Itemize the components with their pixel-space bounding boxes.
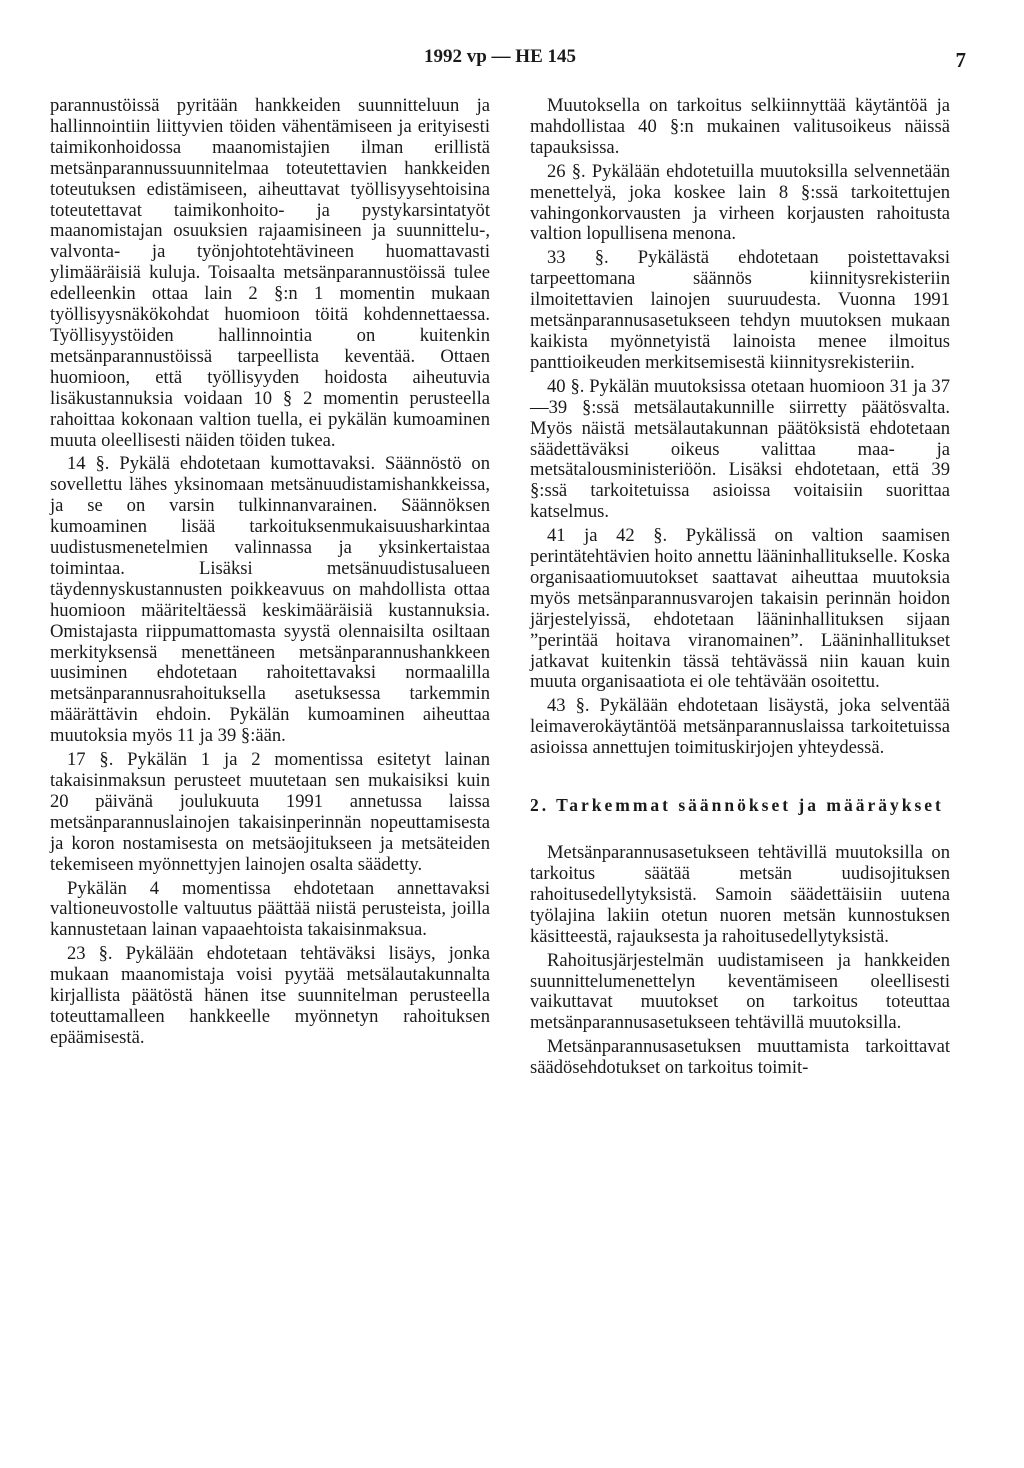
paragraph: 23 §. Pykälään ehdotetaan tehtäväksi lisäys, jonka mukaan maanomistaja voisi pyytää metsälautakunnalta kirjallista päätöstä hänen itse suunnitelman perusteella toteuttamalleen hankkeelle myönnetyn rahoituksen epäämisestä. [50,943,490,1048]
paragraph: 43 §. Pykälään ehdotetaan lisäystä, joka selventää leimaverokäytäntöä metsänparannuslaissa tarkoitetuissa asioissa annettujen toimituskirjojen yhteydessä. [530,695,950,759]
paragraph: 41 ja 42 §. Pykälissä on valtion saamisen perintätehtävien hoito annettu lääninhallitukselle. Koska organisaatiomuutokset saattavat aiheuttaa muutoksia myös metsänparannusvarojen takaisin perinnän hoidon järjestelyissä, ehdotetaan lääninhallituksen sijaan ”perintää hoitava viranomainen”. Lääninhallitukset jatkavat kuitenkin tässä tehtävässä niin kauan kuin muuta organisaatiota ei ole tehtävään osoitettu. [530,525,950,693]
paragraph: 14 §. Pykälä ehdotetaan kumottavaksi. Säännöstö on sovellettu lähes yksinomaan metsänuudistamishankkeissa, ja se on varsin tulkinnanvarainen. Säännöksen kumoaminen lisää tarkoituksenmukaisuusharkintaa uudistusmenetelmien valinnassa ja yksinkertaistaa toimintaa. Lisäksi metsänuudistusalueen täydennyskustannusten poikkeavuus on mahdollista ottaa huomioon määriteltäessä keskimääräisiä kustannuksia. Omistajasta riippumattomasta syystä olennaisilta osiltaan merkityksensä menettäneen metsänparannushankkeen uusiminen ehdotetaan rahoitettavaksi normaalilla metsänparannusrahoituksella asetuksessa tarkemmin määrättävin ehdoin. Pykälän kumoaminen aiheuttaa muutoksia myös 11 ja 39 §:ään. [50,453,490,747]
section-heading: 2. Tarkemmat säännökset ja määräykset [530,795,944,816]
paragraph: Rahoitusjärjestelmän uudistamiseen ja hankkeiden suunnittelumenettelyn keventämiseen oleellisesti vaikuttavat muutokset on tarkoitus toteuttaa metsänparannusasetukseen tehtävillä muutoksilla. [530,949,950,1034]
paragraph: parannustöissä pyritään hankkeiden suunnitteluun ja hallinnointiin liittyvien töiden vähentämiseen ja erityisesti taimikonhoidossa maanomistajien ilman erillistä metsänparannussuunnitelmaa toteutettavien hankkeiden toteutuksen edistämiseen, aiheuttavat työllisyysehtoisina toteutettavat taimikonhoito- ja pystykarsintatyöt maanomistajan osuuksien rajaamisineen ja suunnittelu-, valvonta- ja työnjohtotehtävineen huomattavasti ylimääräisiä kuluja. Toisaalta metsänparannustöissä tulee edelleenkin ottaa lain 2 §:n 1 momentin mukaan työllisyysnäkökohdat huomioon töitä kohdennettaessa. Työllisyystöiden hallinnointia on kuitenkin metsänparannustöissä tarpeellista keventää. Ottaen huomioon, että työllisyyden hoidosta aiheutuvia lisäkustannuksia voidaan 10 § 2 momentin perusteella rahoittaa kokonaan valtion tuella, ei pykälän kumoaminen muuta oleellisesti näiden töiden tukea. [50,95,490,451]
page-header [0,46,1024,76]
right-column [530,96,950,1082]
paragraph: 26 §. Pykälään ehdotetuilla muutoksilla selvennetään menettelyä, joka koskee lain 8 §:ssä tarkoitettujen vahingonkorvausten ja virheen korjausten rahoitusta valtion lopullisena menona. [530,160,950,245]
paragraph: 40 §. Pykälän muutoksissa otetaan huomioon 31 ja 37—39 §:ssä metsälautakunnille siirretty päätösvalta. Myös näistä metsälautakunnan päätöksistä ehdotetaan säädettäväksi oikeus valittaa maa- ja metsätalousministeriöön. Lisäksi ehdotetaan, että 39 §:ssä tarkoitetuissa asioissa voitaisiin suorittaa katselmus. [530,375,950,523]
page-number: 7 [955,48,966,72]
paragraph: 33 §. Pykälästä ehdotetaan poistettavaksi tarpeettomana säännös kiinnitysrekisteriin ilmoitettavien lainojen suuruudesta. Vuonna 1991 metsänparannusasetukseen tehdyn muutoksen mukaan kaikista myönnetyistä lainoista menee ilmoitus panttioikeuden merkitsemisestä kiinnitysrekisteriin. [530,247,950,373]
paragraph: Metsänparannusasetuksen muuttamista tarkoittavat säädösehdotukset on tarkoitus toimit- [530,1036,950,1079]
paragraph: Muutoksella on tarkoitus selkiinnyttää käytäntöä ja mahdollistaa 40 §:n mukainen valitusoikeus näissä tapauksissa. [530,95,950,158]
left-column [50,96,490,1052]
header-title: 1992 vp — HE 145 [423,46,577,67]
paragraph: Metsänparannusasetukseen tehtävillä muutoksilla on tarkoitus säätää metsän uudisojituksen rahoitusedellytyksistä. Samoin säädettäisiin uutena työlajina lakiin otetun nuoren metsän kunnostuksen käsitteestä, rajauksesta ja rahoitusedellytyksistä. [530,842,950,947]
paragraph: 17 §. Pykälän 1 ja 2 momentissa esitetyt lainan takaisinmaksun perusteet muutetaan sen mukaisiksi kuin 20 päivänä joulukuuta 1991 annetussa laissa metsänparannuslainojen takaisinperinnän nopeuttamisesta ja koron nostamisesta on metsäojitukseen ja metsäteiden tekemiseen myönnettyjen lainojen osalta säädetty. [50,749,490,875]
paragraph: Pykälän 4 momentissa ehdotetaan annettavaksi valtioneuvostolle valtuutus päättää niistä perusteista, joilla kannustetaan lainan vapaaehtoista takaisinmaksua. [50,877,490,941]
